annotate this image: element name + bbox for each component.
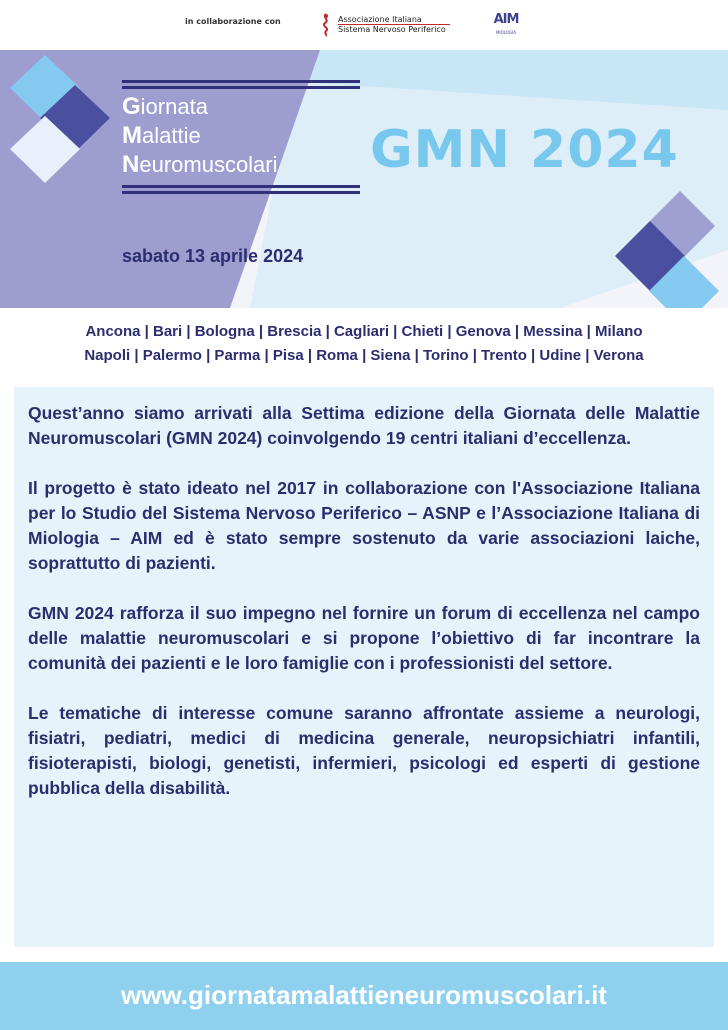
- paragraph-2: Il progetto è stato ideato nel 2017 in collaborazione con l'Associazione Italiana per lo Studio del Sistema Nervoso Periferico – ASNP e l’Associazione Italiana di Miologia – AIM ed è stato sempre sostenuto da varie associazioni laiche, soprattutto di pazienti.: [28, 478, 700, 573]
- title-rest: euromuscolari: [139, 152, 278, 177]
- paragraph-3: GMN 2024 rafforza il suo impegno nel fornire un forum di eccellenza nel campo delle malattie neuromuscolari e si propone l’obiettivo di far incontrare la comunità dei pazienti e le loro famiglie con i professionisti del settore.: [28, 603, 700, 673]
- title-initial: G: [122, 93, 141, 120]
- title-rule: [122, 185, 360, 188]
- title-rest: iornata: [140, 94, 208, 119]
- collaboration-bar: [0, 0, 728, 50]
- collaboration-label: in collaborazione con: [185, 17, 281, 26]
- aim-logo: [492, 12, 520, 40]
- title-initial: M: [122, 122, 142, 149]
- website-link[interactable]: www.giornatamalattieneuromuscolari.it: [121, 980, 607, 1010]
- cities-line-2: Napoli | Palermo | Parma | Pisa | Roma | Siena | Torino | Trento | Udine | Verona: [84, 347, 644, 364]
- asnp-line1: Associazione Italiana: [338, 15, 422, 24]
- aim-logo-subtext: MIOLOGIA: [495, 30, 517, 35]
- title-word-giornata: [122, 92, 362, 121]
- cities-list: [0, 320, 728, 368]
- description-panel: [14, 387, 714, 947]
- asnp-logo: [318, 13, 458, 39]
- asnp-logo-icon: [318, 13, 334, 37]
- aim-logo-text: AIM: [493, 12, 519, 27]
- cities-line-1: Ancona | Bari | Bologna | Brescia | Cagliari | Chieti | Genova | Messina | Milano: [85, 323, 643, 340]
- title-rule: [122, 86, 360, 89]
- asnp-name: [338, 15, 446, 35]
- footer-bar: [0, 962, 728, 1030]
- title-rule: [122, 80, 360, 83]
- gmn-headline: GMN 2024: [370, 120, 679, 180]
- paragraph-1: Quest’anno siamo arrivati alla Settima edizione della Giornata delle Malattie Neuromuscolari (GMN 2024) coinvolgendo 19 centri italiani d’eccellenza.: [28, 403, 700, 448]
- paragraph-4: Le tematiche di interesse comune saranno affrontate assieme a neurologi, fisiatri, pediatri, medici di medicina generale, neuropsichiatri infantili, fisioterapisti, biologi, genetisti, infermieri, psicologi ed esperti di gestione pubblica della disabilità.: [28, 703, 700, 798]
- asnp-line2: Sistema Nervoso Periferico: [338, 25, 446, 34]
- title-rule: [122, 191, 360, 194]
- title-initial: N: [122, 151, 140, 178]
- title-word-malattie: [122, 121, 362, 150]
- event-date: sabato 13 aprile 2024: [122, 246, 304, 266]
- event-title-block: [122, 80, 362, 197]
- title-word-neuromuscolari: [122, 150, 362, 179]
- title-rest: alattie: [142, 123, 201, 148]
- header-banner: [0, 50, 728, 308]
- asnp-divider: [338, 24, 450, 25]
